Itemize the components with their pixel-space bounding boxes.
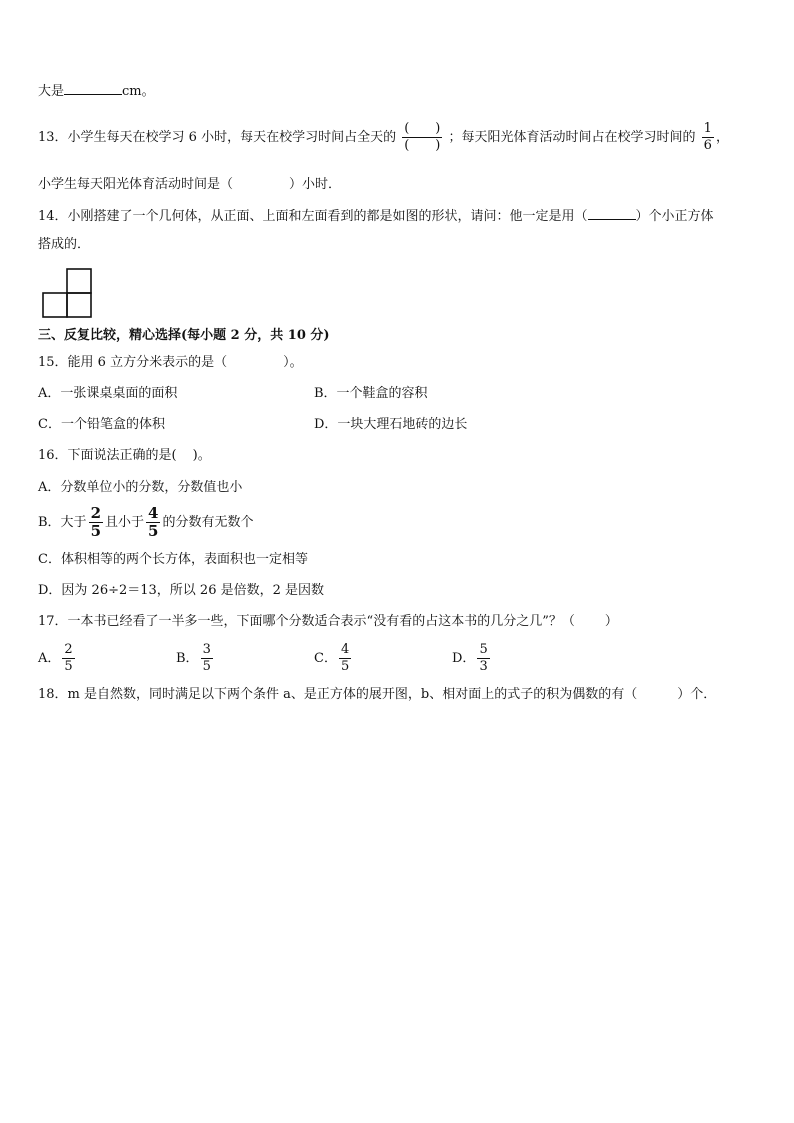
q15-option-a[interactable]: A．一张课桌桌面的面积 xyxy=(38,386,178,401)
q13-fraction-one-sixth xyxy=(702,121,714,154)
q16-stem-a: 16．下面说法正确的是( xyxy=(38,448,177,463)
q13-text-b: ；每天阳光体育活动时间占在校学习时间的 xyxy=(448,130,696,145)
q17-opt-d-fraction xyxy=(477,642,489,675)
q17-opt-b-label: B． xyxy=(176,651,199,666)
q12-prefix: 大是 xyxy=(38,84,65,99)
q13-text-a: 13．小学生每天在校学习 6 小时，每天在校学习时间占全天的 xyxy=(38,130,397,145)
q14-line2-text: 搭成的． xyxy=(38,237,91,252)
q17-opt-d-label: D． xyxy=(452,651,476,666)
q15-option-c[interactable]: C．一个铅笔盒的体积 xyxy=(38,417,165,432)
q17-option-c[interactable] xyxy=(314,638,353,680)
q16-opt-b-text1: B．大于 xyxy=(38,515,87,530)
q16-option-c[interactable]: C．体积相等的两个长方体，表面积也一定相等 xyxy=(38,552,308,567)
frac-numerator: 5 xyxy=(479,642,488,657)
question-15 xyxy=(38,354,303,372)
q17-opt-c-label: C． xyxy=(314,651,337,666)
section-3-title: 三、反复比较，精心选择(每小题 2 分，共 10 分) xyxy=(38,328,330,343)
q12-suffix: cm。 xyxy=(122,84,155,99)
q15-option-d[interactable]: D．一块大理石地砖的边长 xyxy=(314,417,468,432)
q16-option-a[interactable]: A．分数单位小的分数，分数值也小 xyxy=(38,480,243,495)
figure-square-top xyxy=(67,269,91,293)
frac-numerator: 4 xyxy=(148,504,159,522)
q15-stem-a: 15．能用 6 立方分米表示的是（ xyxy=(38,355,228,370)
frac-denominator: 5 xyxy=(64,659,73,674)
q17-opt-a-label: A． xyxy=(38,651,61,666)
q13-frac-numerator: ( ) xyxy=(404,121,441,136)
frac-numerator: 3 xyxy=(202,642,211,657)
q16-option-b[interactable] xyxy=(38,502,253,544)
frac-denominator: 3 xyxy=(479,659,488,674)
q18-stem-b: ）个． xyxy=(677,687,717,702)
q14-answer-blank[interactable] xyxy=(588,207,636,220)
q18-stem-a: 18．m 是自然数，同时满足以下两个条件 a、是正方体的展开图，b、相对面上的式子的积为偶数的有（ xyxy=(38,687,638,702)
q13-line2-b: ）小时． xyxy=(289,177,342,192)
q13-frac-denominator: ( ) xyxy=(404,138,441,153)
question-16 xyxy=(38,447,211,465)
q13-line2 xyxy=(38,176,341,194)
q14-line1-a: 14．小刚搭建了一个几何体，从正面、上面和左面看到的都是如图的形状，请问：他一定是用（ xyxy=(38,209,588,224)
q17-opt-a-fraction xyxy=(62,642,74,675)
q17-opt-c-fraction xyxy=(339,642,351,675)
frac-numerator: 2 xyxy=(64,642,73,657)
q16-option-d[interactable]: D．因为 26÷2＝13，所以 26 是倍数，2 是因数 xyxy=(38,583,325,598)
frac-denominator: 5 xyxy=(340,659,350,674)
q15-option-b[interactable]: B．一个鞋盒的容积 xyxy=(314,386,428,401)
q17-option-a[interactable] xyxy=(38,638,77,680)
question-13 xyxy=(38,118,729,158)
q13-text-c: ， xyxy=(715,130,729,145)
q12-tail xyxy=(38,82,155,101)
q16-opt-b-text2: 且小于 xyxy=(105,515,145,530)
frac-denominator: 5 xyxy=(90,522,101,540)
frac-numerator: 4 xyxy=(340,642,350,657)
figure-square-bottom-left xyxy=(43,293,67,317)
frac-numerator: 2 xyxy=(90,504,101,522)
q13-frac2-denominator: 6 xyxy=(703,138,712,153)
q14-line2 xyxy=(38,236,90,254)
q17-stem-b: ） xyxy=(604,614,618,629)
q15-stem-b: ）。 xyxy=(283,355,303,370)
q16-frac-two-fifths xyxy=(89,505,103,540)
q12-blank[interactable] xyxy=(64,82,122,95)
q13-fraction-blank[interactable] xyxy=(402,121,442,154)
q17-opt-b-fraction xyxy=(201,642,213,675)
q14-line1-b: ）个小正方体 xyxy=(635,209,714,224)
frac-denominator: 5 xyxy=(202,659,211,674)
section-3-heading xyxy=(38,327,330,345)
q16-opt-b-text3: 的分数有无数个 xyxy=(162,515,254,530)
q13-line2-a: 小学生每天阳光体育活动时间是（ xyxy=(38,177,234,192)
q17-option-d[interactable] xyxy=(452,638,492,680)
figure-square-bottom-right xyxy=(67,293,91,317)
frac-denominator: 5 xyxy=(148,522,159,540)
q16-frac-four-fifths xyxy=(146,505,160,540)
q16-stem-b: )。 xyxy=(192,448,211,463)
q17-stem-a: 17．一本书已经看了一半多一些，下面哪个分数适合表示“没有看的占这本书的几分之几”？（ xyxy=(38,614,575,629)
question-18 xyxy=(38,686,716,704)
q13-frac2-numerator: 1 xyxy=(703,121,712,136)
question-17 xyxy=(38,613,618,631)
q17-option-b[interactable] xyxy=(176,638,215,680)
cube-view-figure xyxy=(42,268,96,320)
question-14 xyxy=(38,207,714,226)
